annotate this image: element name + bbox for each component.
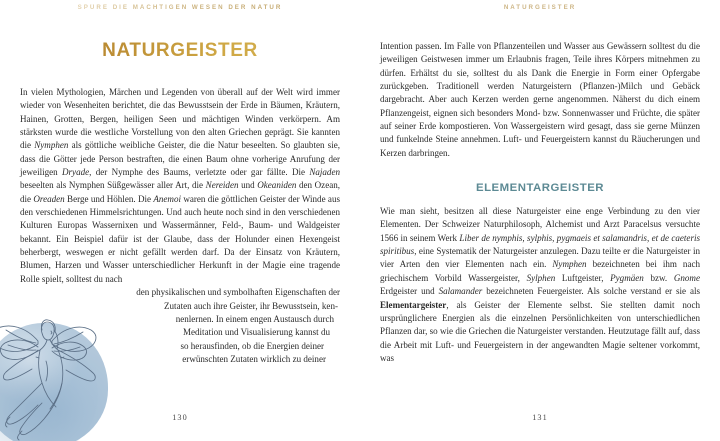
tapered-text-block	[20, 286, 340, 366]
right-page	[360, 0, 720, 441]
page-title: NATURGEISTER	[0, 40, 360, 62]
folio-right: 131	[532, 413, 548, 422]
tapered-line: erwünschten Zutaten wirklich zu deiner	[182, 353, 326, 364]
folio-left: 130	[172, 413, 188, 422]
right-body-paragraph-1: Intention passen. Im Falle von Pflanzenteilen und Wasser aus Gewässern solltest du die jeweiligen Geistwesen immer um Erlaubnis fragen, Teile ihres Körpers mitnehmen zu dürfen. Erhältst du sie, solltest du als Dank die Energie in Form einer Opfergabe zurückgeben. Traditionell werden Naturgeistern (Pflanzen-)Milch und Gebäck dargebracht. Aber auch Kerzen werden gerne angenommen. Näherst du dich einem Pflanzengeist, eignen sich besonders Mond- bzw. Sonnenwasser und Früchte, die später auf seiner Erde kompostieren. Von Wassergeistern wird gesagt, dass sie gerne Münzen und funkelnde Steine annehmen. Luft- und Feuergeistern kannst du Räucherungen und Kerzen darbringen.	[380, 41, 700, 158]
left-text-column	[20, 86, 340, 366]
left-body-paragraph: In vielen Mythologien, Märchen und Legenden von überall auf der Welt wird immer wieder von Wesenheiten berichtet, die das Bewusstsein der Erde in Bäumen, Kräutern, Hainen, Grotten, Bergen, heiligen Seen und mächtigen Winden verkörpern. Am stärksten wurde die westliche Vorstellung von den alten Griechen geprägt. Sie kannten die Nymphen als göttliche weibliche Geister, die die Natur beseelten. So glaubten sie, dass die Götter jede Person bestraften, die einen Baum ohne vorherige Anrufung der jeweiligen Dryade, der Nymphe des Baums, verletzte oder gar fällte. Die Najaden beseelten als Nymphen Süßgewässer aller Art, die Nereiden und Okeaniden den Ozean, die Oreaden Berge und Höhlen. Die Anemoi waren die göttlichen Geister der Winde aus den verschiedenen Himmelsrichtungen. Und auch heute noch sind in den verschiedenen Kulturen Europas Wassernixen und Wassermänner, Feld-, Baum- und Waldgeister bekannt. Ein Beispiel dafür ist der Glaube, dass der Holunder einen Hexengeist beherbergt, weswegen er nicht gefällt werden darf. Da der Einsatz von Kräutern, Blumen, Harzen und Wasser unterschiedlicher Herkunft in der Magie eine tragende Rolle spielt, solltest du nach	[20, 87, 341, 284]
right-body-paragraph-2: Wie man sieht, besitzen all diese Naturgeister eine enge Verbindung zu den vier Elementen. Der Schweizer Naturphilosoph, Alchemist und Arzt Paracelsus versuchte 1566 in seinem Werk Liber de nymphis, sylphis, pygmaeis et salamandris, et de caeteris spiritibus, eine Systematik der Naturgeister anzulegen. Dazu teilte er die Naturgeister in vier Arten den vier Elementen nach ein. Nymphen bezeichneten bei ihm nach griechischem Vorbild Wassergeister, Sylphen Luftgeister, Pygmäen bzw. Gnome Erdgeister und Salamander bezeichneten Feuergeister. Als solche verstand er sie als Elementargeister, als Geister der Elemente selbst. Sie stellten damit noch ursprünglichere Energien als die einzelnen Persönlichkeiten von unterschiedlichen Pflanzen dar, so wie die Griechen die Naturgeister verstanden. Heutzutage fällt auf, dass die Arbeit mit Luft- und Feuergeistern in der angewandten Magie seltener vorkommt, was	[380, 206, 700, 363]
tapered-line: Zutaten auch ihre Geister, ihr Bewusstsein, ken-	[164, 300, 338, 311]
running-head-right: NATURGEISTER	[503, 4, 577, 11]
section-heading-elementargeister: ELEMENTARGEISTER	[475, 182, 605, 195]
tapered-line: Meditation und Visualisierung kannst du	[182, 327, 330, 338]
running-head-left: SPÜRE DIE MÄCHTIGEN WESEN DER NATUR	[0, 4, 360, 11]
right-text-column	[380, 40, 700, 365]
tapered-line: nenlernen. In einem engen Austausch durch	[175, 313, 334, 324]
tapered-line: den physikalischen und symbolhaften Eigenschaften der	[136, 287, 340, 298]
tapered-line: so herausfinden, ob die Energien deiner	[180, 340, 324, 351]
